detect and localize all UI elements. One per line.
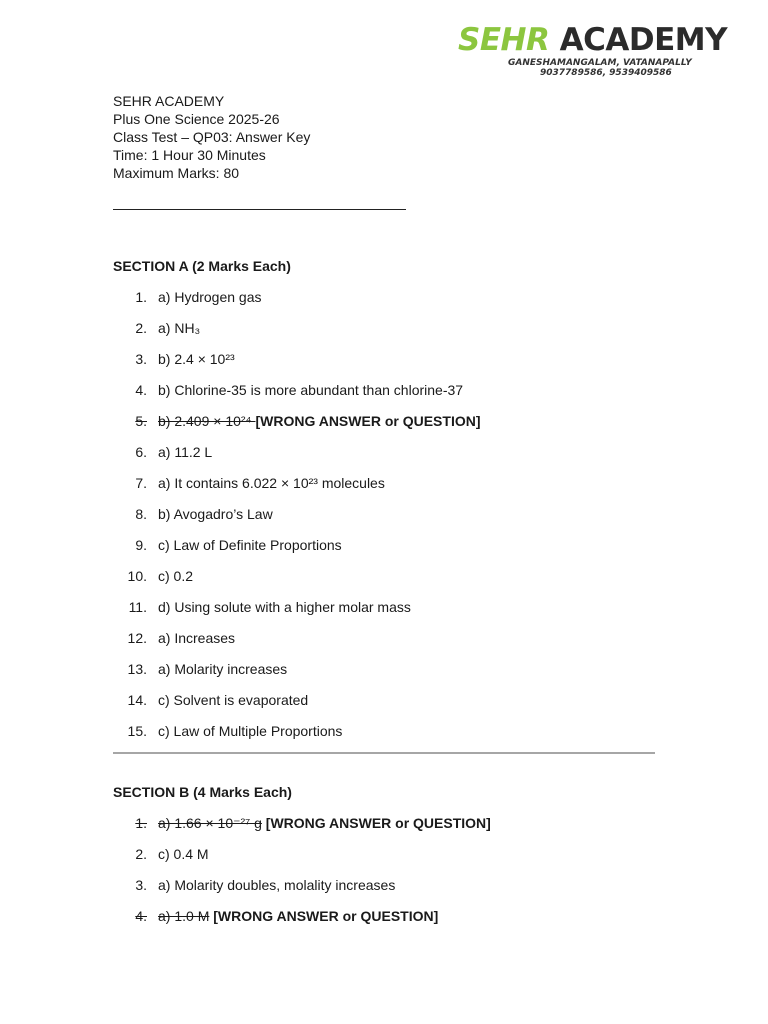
answer-text-wrap	[158, 722, 342, 753]
answer-item	[113, 381, 481, 412]
answer-text: b) 2.4 × 10²³	[158, 351, 235, 367]
document-header	[113, 92, 310, 182]
answer-text: a) Molarity increases	[158, 661, 288, 677]
answer-text: c) Solvent is evaporated	[158, 692, 309, 708]
answer-item	[113, 845, 491, 876]
answer-item	[113, 598, 481, 629]
answer-number: 1.	[135, 289, 147, 305]
academy-logo	[458, 22, 750, 78]
answer-text-wrap	[158, 474, 385, 505]
answer-item	[113, 412, 481, 443]
answer-number: 3.	[135, 351, 147, 367]
answer-text-wrap	[158, 288, 262, 319]
answer-number: 10.	[127, 568, 147, 584]
section-b-title: SECTION B (4 Marks Each)	[113, 784, 292, 800]
answer-text-wrap	[158, 536, 342, 567]
logo-phones: 9037789586, 9539409586	[540, 68, 672, 78]
answer-text: b) Avogadro’s Law	[158, 506, 273, 522]
answer-item	[113, 505, 481, 536]
course-name: Plus One Science 2025-26	[113, 111, 280, 127]
answer-number: 7.	[135, 475, 147, 491]
test-title: Class Test – QP03: Answer Key	[113, 129, 311, 145]
answer-text: b) 2.409 × 10²⁴	[158, 413, 256, 429]
answer-text: d) Using solute with a higher molar mass	[158, 599, 411, 615]
section-divider	[113, 752, 655, 754]
answer-number: 13.	[127, 661, 147, 677]
answer-text-wrap	[158, 814, 491, 845]
answer-text: c) Law of Definite Proportions	[158, 537, 342, 553]
answer-number: 2.	[135, 320, 147, 336]
answer-number: 1.	[135, 815, 147, 831]
answer-text: c) 0.2	[158, 568, 194, 584]
answer-number: 14.	[127, 692, 147, 708]
answer-number: 5.	[135, 413, 147, 429]
answer-item	[113, 474, 481, 505]
answer-item	[113, 288, 481, 319]
logo-location: GANESHAMANGALAM, VATANAPALLY	[508, 58, 692, 68]
answer-text-wrap	[158, 443, 212, 474]
answer-item	[113, 691, 481, 722]
answer-text: a) 1.66 × 10⁻²⁷ g	[158, 815, 262, 831]
wrong-answer-flag: [WRONG ANSWER or QUESTION]	[255, 413, 481, 429]
answer-text-wrap	[158, 505, 273, 536]
answer-text: c) 0.4 M	[158, 846, 209, 862]
answer-text: a) Molarity doubles, molality increases	[158, 877, 396, 893]
header-divider	[113, 209, 406, 210]
answer-item	[113, 660, 481, 691]
maximum-marks: Maximum Marks: 80	[113, 165, 240, 181]
logo-word-academy: ACADEMY	[559, 22, 728, 58]
answer-text: a) 11.2 L	[158, 444, 213, 460]
wrong-answer-flag: [WRONG ANSWER or QUESTION]	[213, 908, 439, 924]
answer-number: 4.	[135, 382, 147, 398]
answer-text-wrap	[158, 381, 463, 412]
logo-word-sehr: SEHR	[458, 22, 550, 58]
section-a-title: SECTION A (2 Marks Each)	[113, 258, 291, 274]
answer-item	[113, 443, 481, 474]
answer-text: c) Law of Multiple Proportions	[158, 723, 343, 739]
answer-text: a) It contains 6.022 × 10²³ molecules	[158, 475, 385, 491]
answer-text-wrap	[158, 629, 235, 660]
answer-text: b) Chlorine-35 is more abundant than chlorine-37	[158, 382, 464, 398]
answer-item	[113, 536, 481, 567]
answer-text-wrap	[158, 691, 308, 722]
answer-number: 9.	[135, 537, 147, 553]
logo-title	[458, 22, 750, 58]
answer-text-wrap	[158, 907, 438, 938]
answer-text-wrap	[158, 876, 395, 907]
answer-item	[113, 814, 491, 845]
answer-item	[113, 629, 481, 660]
institution-name: SEHR ACADEMY	[113, 93, 225, 109]
answer-number: 2.	[135, 846, 147, 862]
answer-item	[113, 876, 491, 907]
answer-item	[113, 567, 481, 598]
answer-text-wrap	[158, 598, 411, 629]
wrong-answer-flag: [WRONG ANSWER or QUESTION]	[265, 815, 491, 831]
answer-text-wrap	[158, 319, 200, 350]
answer-item	[113, 907, 491, 938]
section-a-answer-list	[113, 288, 481, 753]
answer-item	[113, 722, 481, 753]
answer-number: 12.	[127, 630, 147, 646]
answer-text: a) Increases	[158, 630, 236, 646]
answer-text: a) Hydrogen gas	[158, 289, 262, 305]
answer-number: 11.	[128, 599, 147, 615]
answer-item	[113, 319, 481, 350]
answer-number: 6.	[135, 444, 147, 460]
answer-number: 8.	[135, 506, 147, 522]
answer-text-wrap	[158, 350, 235, 381]
answer-number: 3.	[135, 877, 147, 893]
section-b-answer-list	[113, 814, 491, 938]
answer-text: a) 1.0 M	[158, 908, 210, 924]
answer-text-wrap	[158, 412, 481, 443]
answer-text: a) NH₃	[158, 320, 201, 336]
answer-text-wrap	[158, 845, 209, 876]
answer-item	[113, 350, 481, 381]
answer-number: 15.	[127, 723, 147, 739]
time-allowed: Time: 1 Hour 30 Minutes	[113, 147, 266, 163]
answer-text-wrap	[158, 567, 193, 598]
answer-number: 4.	[135, 908, 147, 924]
answer-text-wrap	[158, 660, 287, 691]
